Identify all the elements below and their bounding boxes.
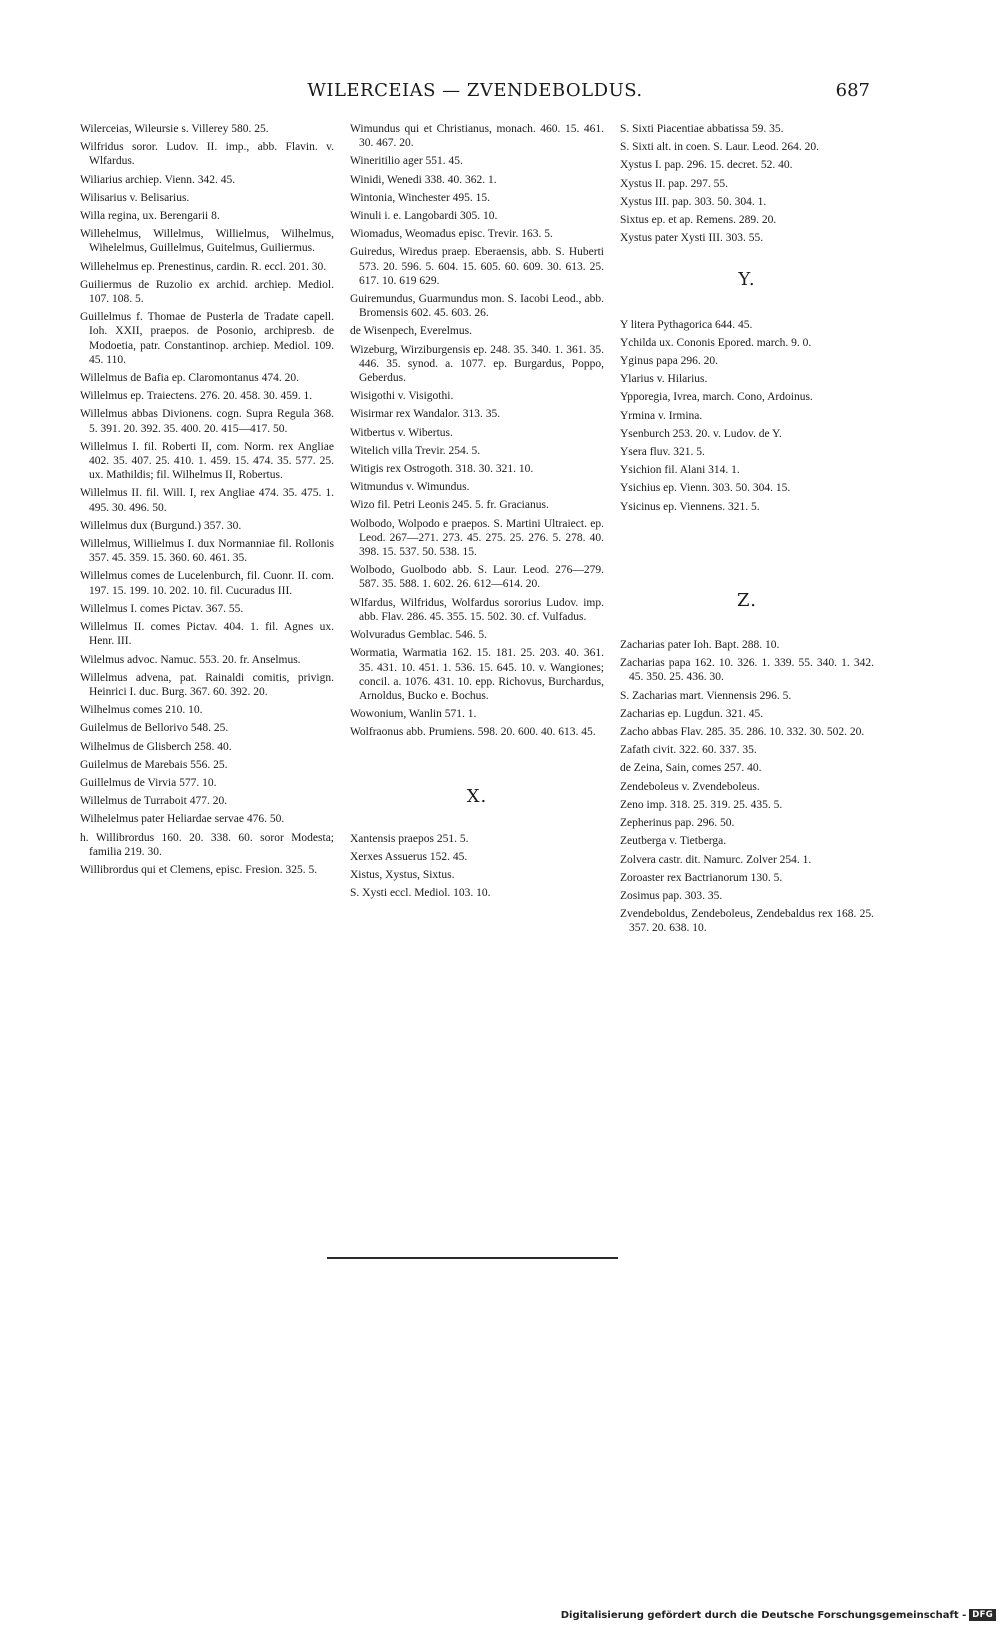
index-entry: h. Willibrordus 160. 20. 338. 60. soror Modesta; familia 219. 30. xyxy=(80,831,334,858)
index-entry: Witmundus v. Wimundus. xyxy=(350,481,470,494)
index-entry: Guiremundus, Guarmundus mon. S. Iacobi Leod., abb. Bromensis 602. 45. 603. 26. xyxy=(350,293,604,320)
column-2 xyxy=(350,122,604,905)
index-entry: Willelmus advena, pat. Rainaldi comitis, privign. Heinrici I. duc. Burg. 367. 60. 392. 20. xyxy=(80,671,334,698)
index-entry: Wolvuradus Gemblac. 546. 5. xyxy=(350,629,488,642)
index-entry: Guilelmus de Marebais 556. 25. xyxy=(80,758,228,771)
index-entry: Xystus III. pap. 303. 50. 304. 1. xyxy=(620,195,767,208)
index-entry: Zosimus pap. 303. 35. xyxy=(620,889,723,902)
index-entry: Wilhelelmus pater Heliardae servae 476. 50. xyxy=(80,813,285,826)
entry-list xyxy=(620,122,874,245)
index-entry: Zafath civit. 322. 60. 337. 35. xyxy=(620,744,757,757)
index-entry: Wisigothi v. Visigothi. xyxy=(350,390,454,403)
index-entry: Yginus papa 296. 20. xyxy=(620,355,719,368)
index-entry: Witbertus v. Wibertus. xyxy=(350,426,453,439)
index-entry: Guiliermus de Ruzolio ex archid. archiep. Mediol. 107. 108. 5. xyxy=(80,278,334,306)
entry-list xyxy=(350,832,604,901)
index-entry: Zeutberga v. Tietberga. xyxy=(620,835,727,848)
index-entry: Xystus II. pap. 297. 55. xyxy=(620,177,728,190)
index-entry: Ysenburch 253. 20. v. Ludov. de Y. xyxy=(620,427,782,440)
column-1 xyxy=(80,122,334,881)
index-entry: Wolbodo, Wolpodo e praepos. S. Martini Ultraiect. ep. Leod. 267—271. 273. 45. 275. 25. 276. 5. 278. 40. 398. 15. 537. 50. 538. 15. xyxy=(350,517,604,559)
index-entry: de Wisenpech, Everelmus. xyxy=(350,325,472,338)
index-entry: Willelmus de Bafia ep. Claromontanus 474. 20. xyxy=(80,372,299,385)
index-entry: Willelmus II. fil. Will. I, rex Angliae 474. 35. 475. 1. 495. 30. 496. 50. xyxy=(80,487,334,514)
index-entry: Witigis rex Ostrogoth. 318. 30. 321. 10. xyxy=(350,463,534,476)
index-entry: Zendeboleus v. Zvendeboleus. xyxy=(620,780,760,793)
index-entry: S. Sixti alt. in coen. S. Laur. Leod. 264. 20. xyxy=(620,141,819,154)
index-entry: Xerxes Assuerus 152. 45. xyxy=(350,850,468,863)
column-3 xyxy=(620,122,874,940)
index-entry: Ysera fluv. 321. 5. xyxy=(620,446,705,459)
index-entry: Xistus, Xystus, Sixtus. xyxy=(350,869,455,882)
index-entry: Wilhelmus de Glisberch 258. 40. xyxy=(80,740,232,753)
index-entry: Wintonia, Winchester 495. 15. xyxy=(350,191,491,204)
index-entry: Wiomadus, Weomadus episc. Trevir. 163. 5. xyxy=(350,228,553,241)
section-heading-z: Z. xyxy=(737,589,757,611)
index-entry: Wilisarius v. Belisarius. xyxy=(80,191,190,204)
index-entry: de Zeina, Sain, comes 257. 40. xyxy=(620,762,762,775)
section-heading-y: Y. xyxy=(738,269,756,291)
index-entry: Zeno imp. 318. 25. 319. 25. 435. 5. xyxy=(620,798,783,811)
index-entry: Willelmus II. comes Pictav. 404. 1. fil. Agnes ux. Henr. III. xyxy=(80,621,334,648)
index-entry: Ysicinus ep. Viennens. 321. 5. xyxy=(620,500,760,513)
index-entry: Sixtus ep. et ap. Remens. 289. 20. xyxy=(620,214,777,227)
index-entry: Winidi, Wenedi 338. 40. 362. 1. xyxy=(350,173,497,186)
index-entry: Ypporegia, Ivrea, march. Cono, Ardoinus. xyxy=(620,391,813,404)
index-entry: Zacharias papa 162. 10. 326. 1. 339. 55. 340. 1. 342. 45. 350. 25. 436. 30. xyxy=(620,657,874,684)
index-entry: S. Xysti eccl. Mediol. 103. 10. xyxy=(350,887,491,900)
index-entry: Wizeburg, Wirziburgensis ep. 248. 35. 340. 1. 361. 35. 446. 35. synod. a. 1077. ep. Burgardus, Poppo, Geberdus. xyxy=(350,343,604,385)
index-entry: Willelmus de Turraboit 477. 20. xyxy=(80,795,228,808)
index-entry: Ysichion fil. Alani 314. 1. xyxy=(620,464,740,477)
index-entry: Wimundus qui et Christianus, monach. 460. 15. 461. 30. 467. 20. xyxy=(350,123,604,150)
footer xyxy=(561,1609,996,1621)
index-entry: Wilfridus soror. Ludov. II. imp., abb. Flavin. v. Wlfardus. xyxy=(80,141,334,168)
index-entry: Winuli i. e. Langobardi 305. 10. xyxy=(350,210,498,223)
index-entry: Guillelmus f. Thomae de Pusterla de Tradate capell. Ioh. XXII, praepos. de Posonio, archipresb. de Modoetia, patr. Constantinop. archiep. Mediol. 109. 45. 110. xyxy=(80,311,334,366)
index-entry: Yrmina v. Irmina. xyxy=(620,409,703,422)
index-entry: Zvendeboldus, Zendeboleus, Zendebaldus rex 168. 25. 357. 20. 638. 10. xyxy=(620,908,874,935)
index-entry: Wilerceias, Wileursie s. Villerey 580. 25. xyxy=(80,123,269,135)
index-entry: Ychilda ux. Cononis Epored. march. 9. 0. xyxy=(620,336,812,349)
index-entry: Wineritilio ager 551. 45. xyxy=(350,155,463,168)
index-entry: Wilhelmus comes 210. 10. xyxy=(80,704,203,717)
index-entry: Zolvera castr. dit. Namurc. Zolver 254. 1. xyxy=(620,853,812,866)
index-entry: Zacho abbas Flav. 285. 35. 286. 10. 332. 30. 502. 20. xyxy=(620,726,865,739)
index-entry: Guiredus, Wiredus praep. Eberaensis, abb. S. Huberti 573. 20. 596. 5. 604. 15. 605. 60. 609. 30. 613. 25. 617. 10. 619 629. xyxy=(350,246,604,287)
footer-text: Digitalisierung gefördert durch die Deutsche Forschungsgemeinschaft - xyxy=(560,1609,967,1621)
index-entry: Willibrordus qui et Clemens, episc. Fresion. 325. 5. xyxy=(80,863,318,876)
index-entry: Wlfardus, Wilfridus, Wolfardus sororius Ludov. imp. abb. Flav. 286. 45. 355. 15. 502. 30. cf. Vulfadus. xyxy=(350,596,604,623)
section-heading-x: X. xyxy=(466,785,488,807)
index-entry: Witelich villa Trevir. 254. 5. xyxy=(350,444,481,457)
index-entry: Guilelmus de Bellorivo 548. 25. xyxy=(80,722,229,735)
index-entry: Willelmus dux (Burgund.) 357. 30. xyxy=(80,519,242,532)
index-entry: Zepherinus pap. 296. 50. xyxy=(620,817,735,830)
index-entry: Willa regina, ux. Berengarii 8. xyxy=(80,210,220,223)
index-entry: Willelmus abbas Divionens. cogn. Supra Regula 368. 5. 391. 20. 392. 35. 400. 20. 415—417. 50. xyxy=(80,408,334,435)
index-entry: Willelmus I. comes Pictav. 367. 55. xyxy=(80,602,244,615)
page-title: WILERCEIAS — ZVENDEBOLDUS. xyxy=(307,80,643,101)
index-entry: Zacharias ep. Lugdun. 321. 45. xyxy=(620,707,764,720)
entry-list xyxy=(620,638,874,935)
dfg-logo-badge: DFG xyxy=(969,1609,996,1621)
index-entry: Guillelmus de Virvia 577. 10. xyxy=(80,776,217,789)
index-entry: Wormatia, Warmatia 162. 15. 181. 25. 203. 40. 361. 35. 431. 10. 451. 1. 536. 15. 645. 10. v. Wangiones; concil. a. 1076. 431. 10. epp. Richovus, Burchardus, Arnoldus, Bucko e. Bochus. xyxy=(350,647,604,702)
index-entry: Willehelmus, Willelmus, Willielmus, Wilhelmus, Wihelelmus, Guillelmus, Guitelmus, Guiliermus. xyxy=(80,228,334,255)
index-entry: Willelmus ep. Traiectens. 276. 20. 458. 30. 459. 1. xyxy=(80,390,313,403)
index-entry: Wolbodo, Guolbodo abb. S. Laur. Leod. 276—279. 587. 35. 588. 1. 602. 26. 612—614. 20. xyxy=(350,564,604,591)
index-entry: Wolfraonus abb. Prumiens. 598. 20. 600. 40. 613. 45. xyxy=(350,726,596,739)
closing-rule xyxy=(327,1257,618,1259)
index-entry: S. Zacharias mart. Viennensis 296. 5. xyxy=(620,689,792,702)
entry-list xyxy=(80,122,334,877)
index-entry: Ylarius v. Hilarius. xyxy=(620,373,708,386)
entry-list xyxy=(620,318,874,514)
index-entry: Y litera Pythagorica 644. 45. xyxy=(620,318,753,331)
index-entry: Wiliarius archiep. Vienn. 342. 45. xyxy=(80,173,236,186)
index-entry: Ysichius ep. Vienn. 303. 50. 304. 15. xyxy=(620,482,791,495)
index-entry: Wisirmar rex Wandalor. 313. 35. xyxy=(350,408,501,421)
page-number: 687 xyxy=(835,80,870,101)
index-entry: Willelmus, Willielmus I. dux Normanniae fil. Rollonis 357. 45. 359. 15. 360. 60. 461. 35. xyxy=(80,538,334,565)
page-header xyxy=(80,80,870,106)
index-entry: S. Sixti Piacentiae abbatissa 59. 35. xyxy=(620,123,784,135)
index-entry: Wilelmus advoc. Namuc. 553. 20. fr. Anselmus. xyxy=(80,653,301,666)
index-entry: Zoroaster rex Bactrianorum 130. 5. xyxy=(620,871,783,884)
index-entry: Xystus I. pap. 296. 15. decret. 52. 40. xyxy=(620,159,793,172)
index-entry: Xantensis praepos 251. 5. xyxy=(350,832,469,845)
entry-list xyxy=(350,122,604,740)
index-entry: Willelmus I. fil. Roberti II, com. Norm. rex Angliae 402. 35. 407. 25. 410. 1. 459. 15. 474. 35. 577. 25. ux. Mathildis; fil. Wilhelmus II, Robertus. xyxy=(80,440,334,482)
index-entry: Wizo fil. Petri Leonis 245. 5. fr. Gracianus. xyxy=(350,499,549,512)
index-entry: Xystus pater Xysti III. 303. 55. xyxy=(620,232,764,245)
index-entry: Willelmus comes de Lucelenburch, fil. Cuonr. II. com. 197. 15. 199. 10. 202. 10. fil. Cucuradus III. xyxy=(80,570,334,597)
index-entry: Wowonium, Wanlin 571. 1. xyxy=(350,708,477,721)
index-entry: Zacharias pater Ioh. Bapt. 288. 10. xyxy=(620,639,780,652)
index-entry: Willehelmus ep. Prenestinus, cardin. R. eccl. 201. 30. xyxy=(80,260,327,273)
